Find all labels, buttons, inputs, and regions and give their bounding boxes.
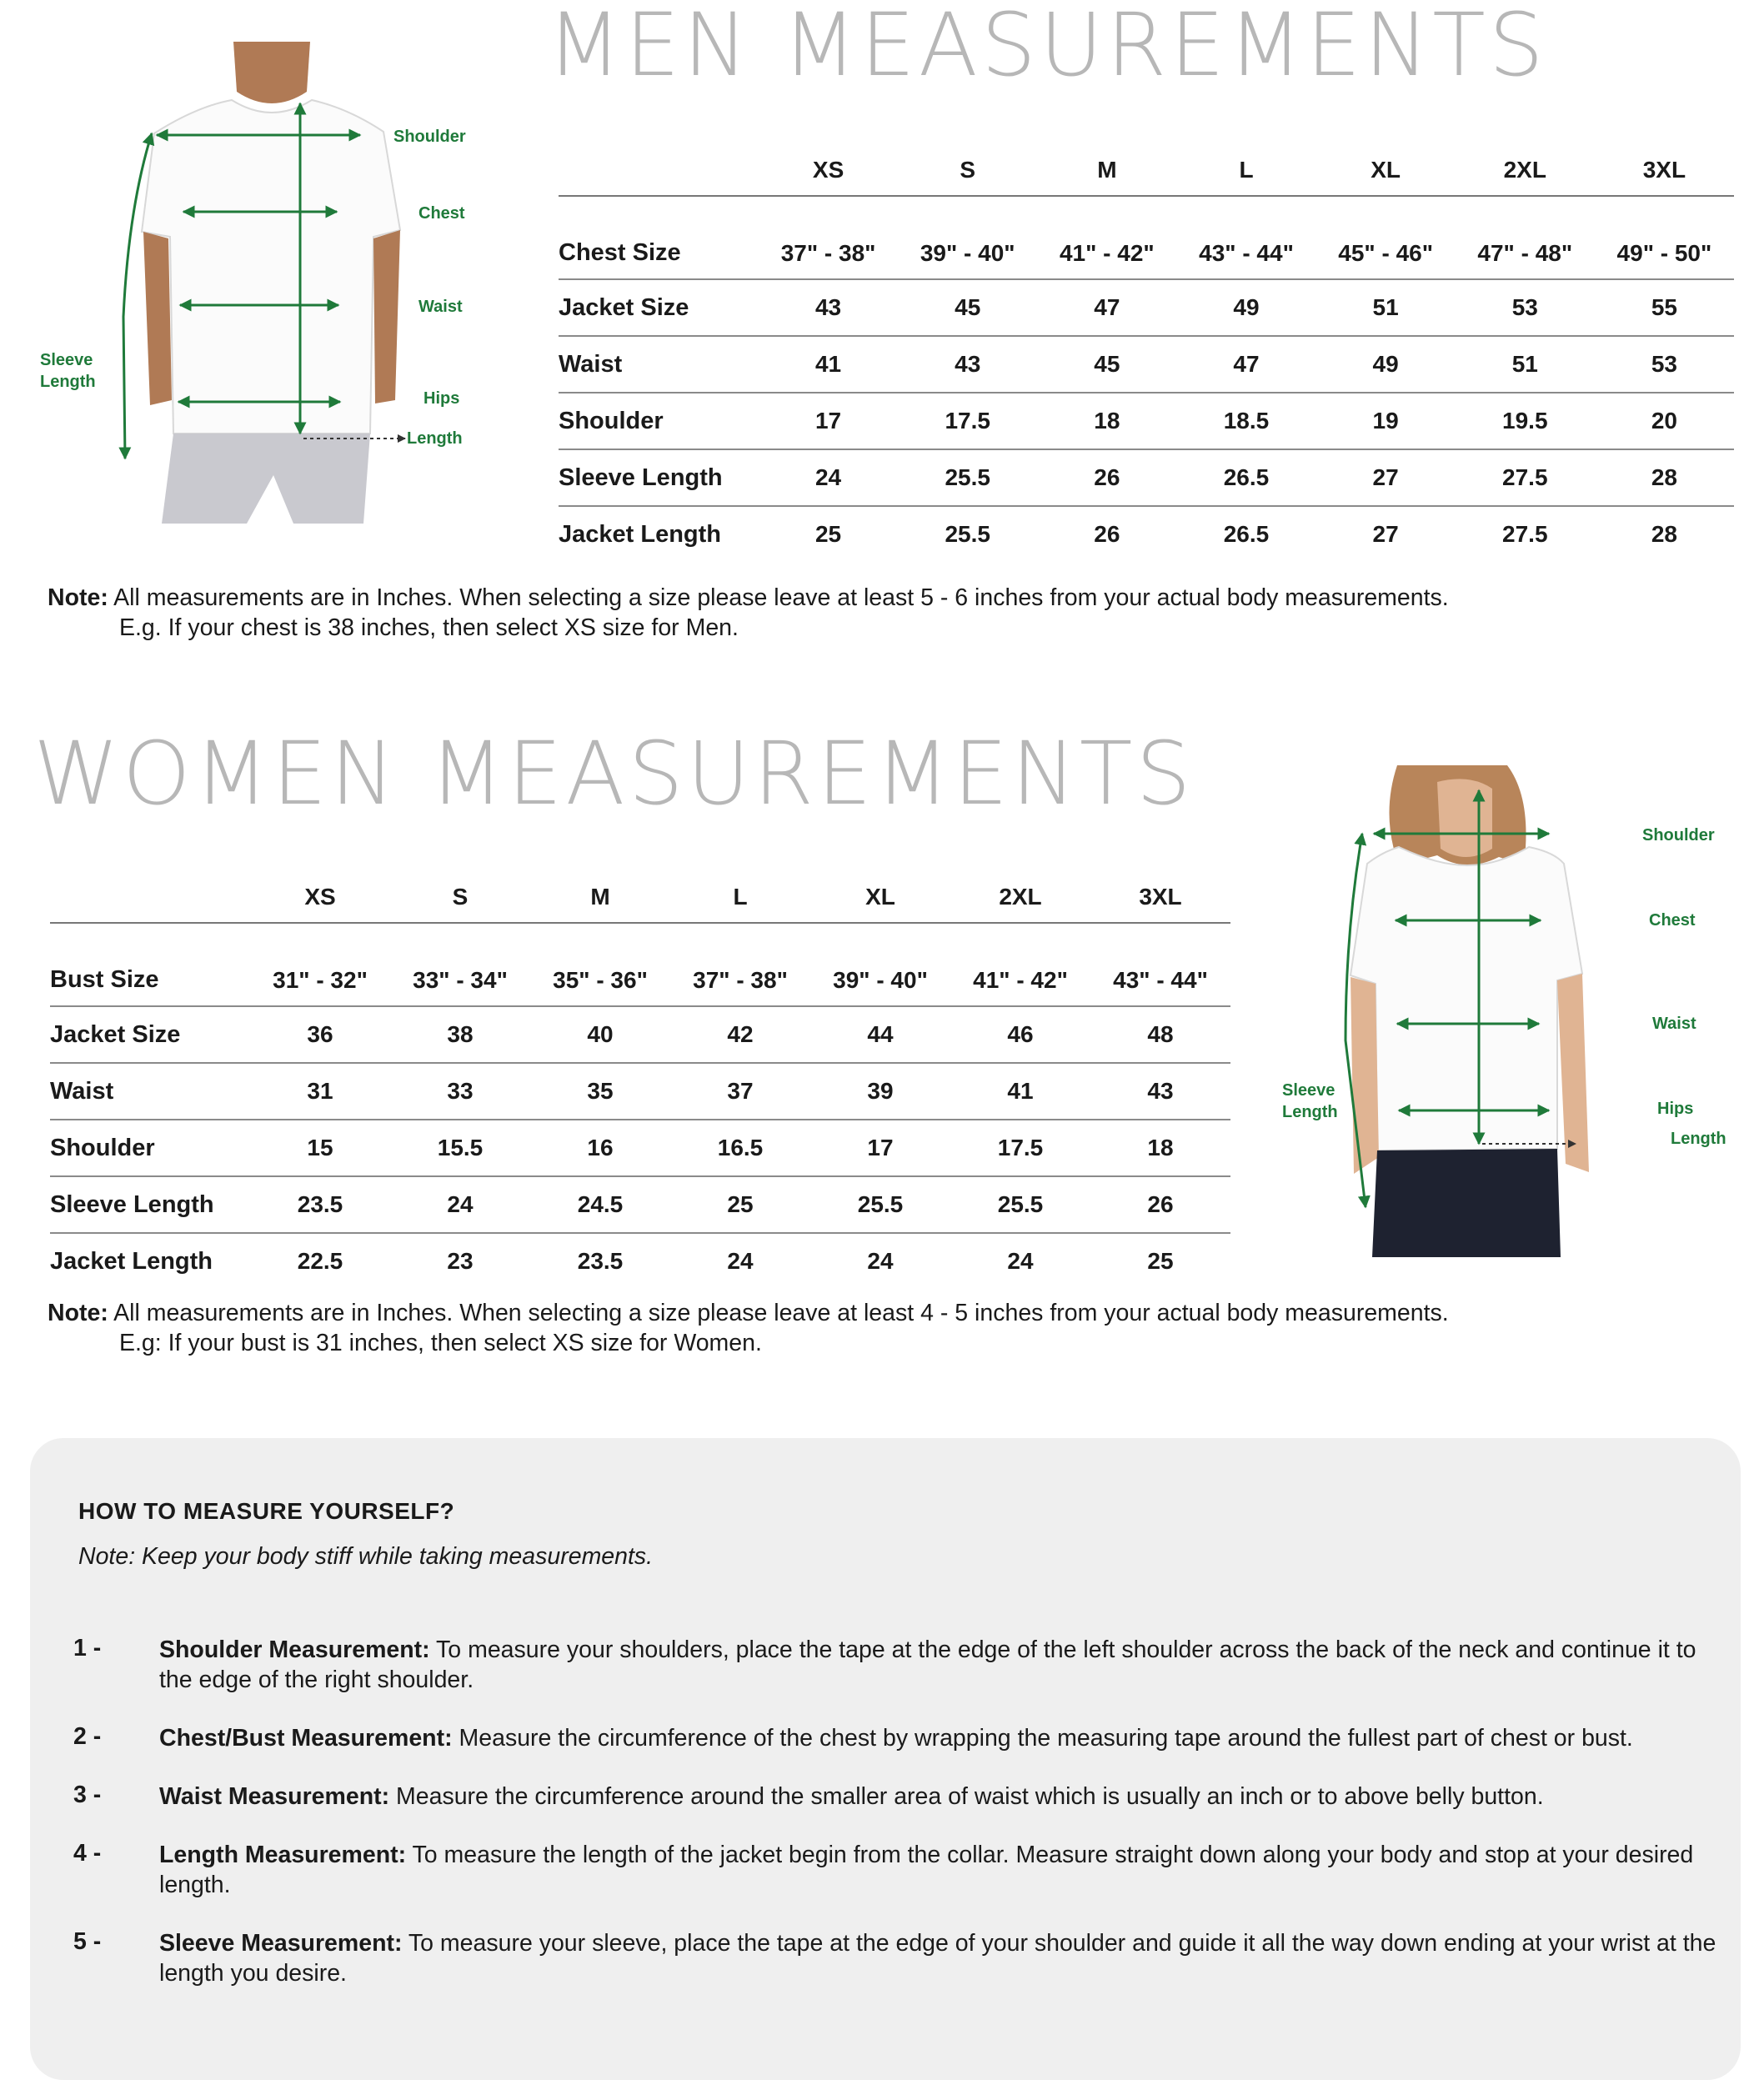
table-cell: 53 xyxy=(1595,336,1734,393)
table-row xyxy=(50,923,1230,1006)
table-cell: 25.5 xyxy=(950,1176,1090,1233)
women-left-arm xyxy=(1351,977,1379,1174)
table-cell: 26 xyxy=(1090,1176,1230,1233)
men-note-example: E.g. If your chest is 38 inches, then select XS size for Men. xyxy=(119,614,739,641)
table-row xyxy=(559,393,1734,449)
table-cell: 51 xyxy=(1456,336,1595,393)
men-size-table xyxy=(559,117,1734,562)
table-cell: 23 xyxy=(447,1248,474,1274)
table-cell: 42 xyxy=(670,1006,810,1063)
table-cell: 48 xyxy=(1090,1006,1230,1063)
men-label-waist: Waist xyxy=(418,298,463,316)
women-right-arm xyxy=(1557,974,1589,1172)
table-cell: 36 xyxy=(250,1006,390,1063)
women-note-label: Note: xyxy=(48,1300,108,1326)
how-to-measure-panel xyxy=(30,1438,1741,2080)
table-cell: 24 xyxy=(390,1176,530,1233)
women-header-size: L xyxy=(670,844,810,923)
step-text xyxy=(159,1928,1720,1988)
women-header-size: M xyxy=(530,844,670,923)
how-to-note: Note: Keep your body stiff while taking measurements. xyxy=(78,1543,654,1570)
table-cell: 41" - 42" xyxy=(950,923,1090,1006)
table-cell: 31" - 32" xyxy=(250,923,390,1006)
table-cell: 25 xyxy=(814,521,842,547)
table-cell: 26 xyxy=(1094,521,1120,547)
table-cell: 18 xyxy=(1090,1120,1230,1176)
row-label: Jacket Size xyxy=(50,1006,250,1063)
table-cell: 55 xyxy=(1595,279,1734,336)
step-number: 5 - xyxy=(73,1928,102,1955)
women-face-shape xyxy=(1437,779,1492,857)
men-measurement-figure xyxy=(33,42,500,525)
men-neck-shape xyxy=(233,42,310,103)
women-label-waist: Waist xyxy=(1652,1015,1696,1033)
row-label: Waist xyxy=(559,336,759,393)
table-row xyxy=(559,336,1734,393)
table-cell: 20 xyxy=(1595,393,1734,449)
table-cell: 39 xyxy=(810,1063,950,1120)
table-cell: 28 xyxy=(1595,449,1734,506)
table-cell: 53 xyxy=(1456,279,1595,336)
women-header-size: XS xyxy=(250,844,390,923)
table-cell: 16 xyxy=(530,1120,670,1176)
table-cell: 15 xyxy=(250,1120,390,1176)
men-header-size: 3XL xyxy=(1595,117,1734,196)
table-cell: 38 xyxy=(390,1006,530,1063)
table-cell: 47 xyxy=(1037,279,1176,336)
row-label: Sleeve Length xyxy=(559,449,759,506)
men-note-label: Note: xyxy=(48,584,108,611)
steps-list xyxy=(73,1635,1720,2017)
table-row xyxy=(559,279,1734,336)
table-cell: 37" - 38" xyxy=(759,196,898,279)
step-title: Sleeve Measurement: xyxy=(159,1930,403,1957)
table-cell: 25.5 xyxy=(898,449,1037,506)
men-header-size: XL xyxy=(1316,117,1456,196)
step-description: To measure your shoulders, place the tape at the edge of the left shoulder across the back of the neck and continue it to the edge of the right shoulder. xyxy=(159,1636,1696,1693)
women-header-size: S xyxy=(390,844,530,923)
table-cell: 51 xyxy=(1316,279,1456,336)
men-header-size: S xyxy=(898,117,1037,196)
row-label: Jacket Size xyxy=(559,279,759,336)
table-cell: 43" - 44" xyxy=(1090,923,1230,1006)
table-cell: 25 xyxy=(670,1176,810,1233)
women-header-size: 2XL xyxy=(950,844,1090,923)
table-cell: 49" - 50" xyxy=(1595,196,1734,279)
women-label-length: Length xyxy=(1671,1130,1726,1148)
table-cell: 33 xyxy=(390,1063,530,1120)
men-header-size: 2XL xyxy=(1456,117,1595,196)
table-cell: 15.5 xyxy=(390,1120,530,1176)
table-cell: 41" - 42" xyxy=(1037,196,1176,279)
step-title: Length Measurement: xyxy=(159,1842,407,1868)
table-cell: 27 xyxy=(1316,449,1456,506)
step-text xyxy=(159,1782,1720,1812)
table-cell: 43" - 44" xyxy=(1176,196,1315,279)
table-cell: 25.5 xyxy=(945,521,990,547)
women-section-title: WOMEN MEASUREMENTS xyxy=(33,723,1195,824)
table-cell: 39" - 40" xyxy=(810,923,950,1006)
table-row xyxy=(50,1120,1230,1176)
table-cell: 26.5 xyxy=(1176,449,1315,506)
table-row xyxy=(50,1176,1230,1233)
women-table-header xyxy=(50,844,1230,923)
table-cell: 24.5 xyxy=(530,1176,670,1233)
men-label-length: Length xyxy=(407,429,463,448)
table-cell: 35" - 36" xyxy=(530,923,670,1006)
men-section-title: MEN MEASUREMENTS xyxy=(547,0,1547,96)
step-text xyxy=(159,1840,1720,1900)
table-row xyxy=(50,1233,1230,1289)
table-cell: 28 xyxy=(1651,521,1677,547)
women-label-sleeve-length: Length xyxy=(1282,1103,1338,1121)
table-cell: 25.5 xyxy=(810,1176,950,1233)
table-cell: 22.5 xyxy=(297,1248,343,1274)
table-cell: 41 xyxy=(950,1063,1090,1120)
men-label-chest: Chest xyxy=(418,204,465,223)
table-row xyxy=(50,1063,1230,1120)
row-label: Shoulder xyxy=(559,393,759,449)
row-label: Chest Size xyxy=(559,196,759,279)
men-header-size: M xyxy=(1037,117,1176,196)
table-cell: 16.5 xyxy=(670,1120,810,1176)
table-cell: 35 xyxy=(530,1063,670,1120)
list-item xyxy=(73,1840,1720,1900)
men-right-arm xyxy=(373,230,400,403)
table-cell: 45 xyxy=(1037,336,1176,393)
men-label-sleeve: Sleeve xyxy=(40,351,93,369)
women-header-blank xyxy=(50,844,250,923)
men-tshirt-diagram xyxy=(33,42,500,525)
table-cell: 17.5 xyxy=(950,1120,1090,1176)
table-cell: 18.5 xyxy=(1176,393,1315,449)
women-label-hips: Hips xyxy=(1657,1100,1694,1118)
men-size-note xyxy=(48,583,1449,643)
table-cell: 24 xyxy=(727,1248,754,1274)
table-cell: 24 xyxy=(1007,1248,1034,1274)
men-label-hips: Hips xyxy=(423,389,460,408)
table-cell: 27.5 xyxy=(1502,521,1548,547)
men-shorts-shape xyxy=(162,434,370,524)
table-cell: 41 xyxy=(759,336,898,393)
table-cell: 43 xyxy=(1090,1063,1230,1120)
row-label: Bust Size xyxy=(50,923,250,1006)
table-cell: 37" - 38" xyxy=(670,923,810,1006)
women-note-example: E.g: If your bust is 31 inches, then select XS size for Women. xyxy=(119,1330,762,1356)
table-row xyxy=(559,506,1734,562)
men-header-size: L xyxy=(1176,117,1315,196)
row-label: Shoulder xyxy=(50,1120,250,1176)
how-to-title: HOW TO MEASURE YOURSELF? xyxy=(78,1498,455,1524)
table-row xyxy=(559,196,1734,279)
men-header-blank xyxy=(559,117,759,196)
table-cell: 19 xyxy=(1316,393,1456,449)
step-description: To measure the length of the jacket begin from the collar. Measure straight down along your body and stop at your desired length. xyxy=(159,1842,1694,1898)
table-cell: 27.5 xyxy=(1456,449,1595,506)
table-cell: 31 xyxy=(250,1063,390,1120)
women-label-sleeve: Sleeve xyxy=(1282,1081,1336,1100)
step-description: Measure the circumference around the smaller area of waist which is usually an inch or to above belly button. xyxy=(389,1783,1544,1810)
women-size-table xyxy=(50,844,1230,1289)
women-size-note xyxy=(48,1298,1449,1358)
table-cell: 26 xyxy=(1037,449,1176,506)
table-cell: 39" - 40" xyxy=(898,196,1037,279)
row-label: Sleeve Length xyxy=(50,1176,250,1233)
women-measurement-figure xyxy=(1274,765,1741,1257)
step-number: 3 - xyxy=(73,1782,102,1808)
table-cell: 45" - 46" xyxy=(1316,196,1456,279)
women-header-size: 3XL xyxy=(1090,844,1230,923)
step-description: Measure the circumference of the chest by wrapping the measuring tape around the fullest part of chest or bust. xyxy=(452,1725,1633,1752)
step-title: Shoulder Measurement: xyxy=(159,1636,430,1663)
men-label-shoulder: Shoulder xyxy=(393,128,466,146)
table-row xyxy=(50,1006,1230,1063)
table-cell: 37 xyxy=(670,1063,810,1120)
men-left-arm xyxy=(143,232,172,405)
table-cell: 17.5 xyxy=(898,393,1037,449)
table-cell: 33" - 34" xyxy=(390,923,530,1006)
table-cell: 17 xyxy=(759,393,898,449)
table-cell: 26.5 xyxy=(1223,521,1270,547)
table-cell: 47 xyxy=(1176,336,1315,393)
table-cell: 47" - 48" xyxy=(1456,196,1595,279)
table-cell: 24 xyxy=(867,1248,894,1274)
table-cell: 24 xyxy=(759,449,898,506)
step-number: 1 - xyxy=(73,1635,102,1661)
women-tshirt-diagram xyxy=(1274,765,1741,1257)
row-label: Waist xyxy=(50,1063,250,1120)
list-item xyxy=(73,1928,1720,1988)
women-label-chest: Chest xyxy=(1649,911,1696,930)
table-cell: 27 xyxy=(1372,521,1399,547)
row-label: Jacket Length xyxy=(559,520,721,548)
table-cell: 46 xyxy=(950,1006,1090,1063)
table-cell: 43 xyxy=(759,279,898,336)
row-label: Jacket Length xyxy=(50,1247,213,1275)
table-cell: 49 xyxy=(1176,279,1315,336)
table-row xyxy=(559,449,1734,506)
step-text xyxy=(159,1723,1720,1753)
list-item xyxy=(73,1782,1720,1812)
table-cell: 17 xyxy=(810,1120,950,1176)
table-cell: 18 xyxy=(1037,393,1176,449)
women-note-text: All measurements are in Inches. When selecting a size please leave at least 4 - 5 inches from your actual body measurements. xyxy=(108,1300,1449,1326)
step-description: To measure your sleeve, place the tape at the edge of your shoulder and guide it all the way down ending at your wrist at the length you desire. xyxy=(159,1930,1716,1987)
men-table-header xyxy=(559,117,1734,196)
list-item xyxy=(73,1635,1720,1695)
women-shirt-shape xyxy=(1351,847,1582,1150)
table-cell: 44 xyxy=(810,1006,950,1063)
table-cell: 25 xyxy=(1147,1248,1174,1274)
table-cell: 40 xyxy=(530,1006,670,1063)
table-cell: 49 xyxy=(1316,336,1456,393)
step-title: Waist Measurement: xyxy=(159,1783,390,1810)
table-cell: 45 xyxy=(898,279,1037,336)
table-cell: 19.5 xyxy=(1456,393,1595,449)
table-cell: 43 xyxy=(898,336,1037,393)
men-label-sleeve-length: Length xyxy=(40,373,96,391)
table-cell: 23.5 xyxy=(577,1248,624,1274)
list-item xyxy=(73,1723,1720,1753)
women-header-size: XL xyxy=(810,844,950,923)
step-text xyxy=(159,1635,1720,1695)
table-cell: 23.5 xyxy=(250,1176,390,1233)
men-note-text: All measurements are in Inches. When selecting a size please leave at least 5 - 6 inches from your actual body measurements. xyxy=(108,584,1449,611)
women-label-shoulder: Shoulder xyxy=(1642,826,1715,845)
women-jeans-shape xyxy=(1372,1149,1561,1257)
step-number: 2 - xyxy=(73,1723,102,1750)
step-number: 4 - xyxy=(73,1840,102,1867)
step-title: Chest/Bust Measurement: xyxy=(159,1725,453,1752)
men-shirt-shape xyxy=(142,100,400,434)
men-header-size: XS xyxy=(759,117,898,196)
